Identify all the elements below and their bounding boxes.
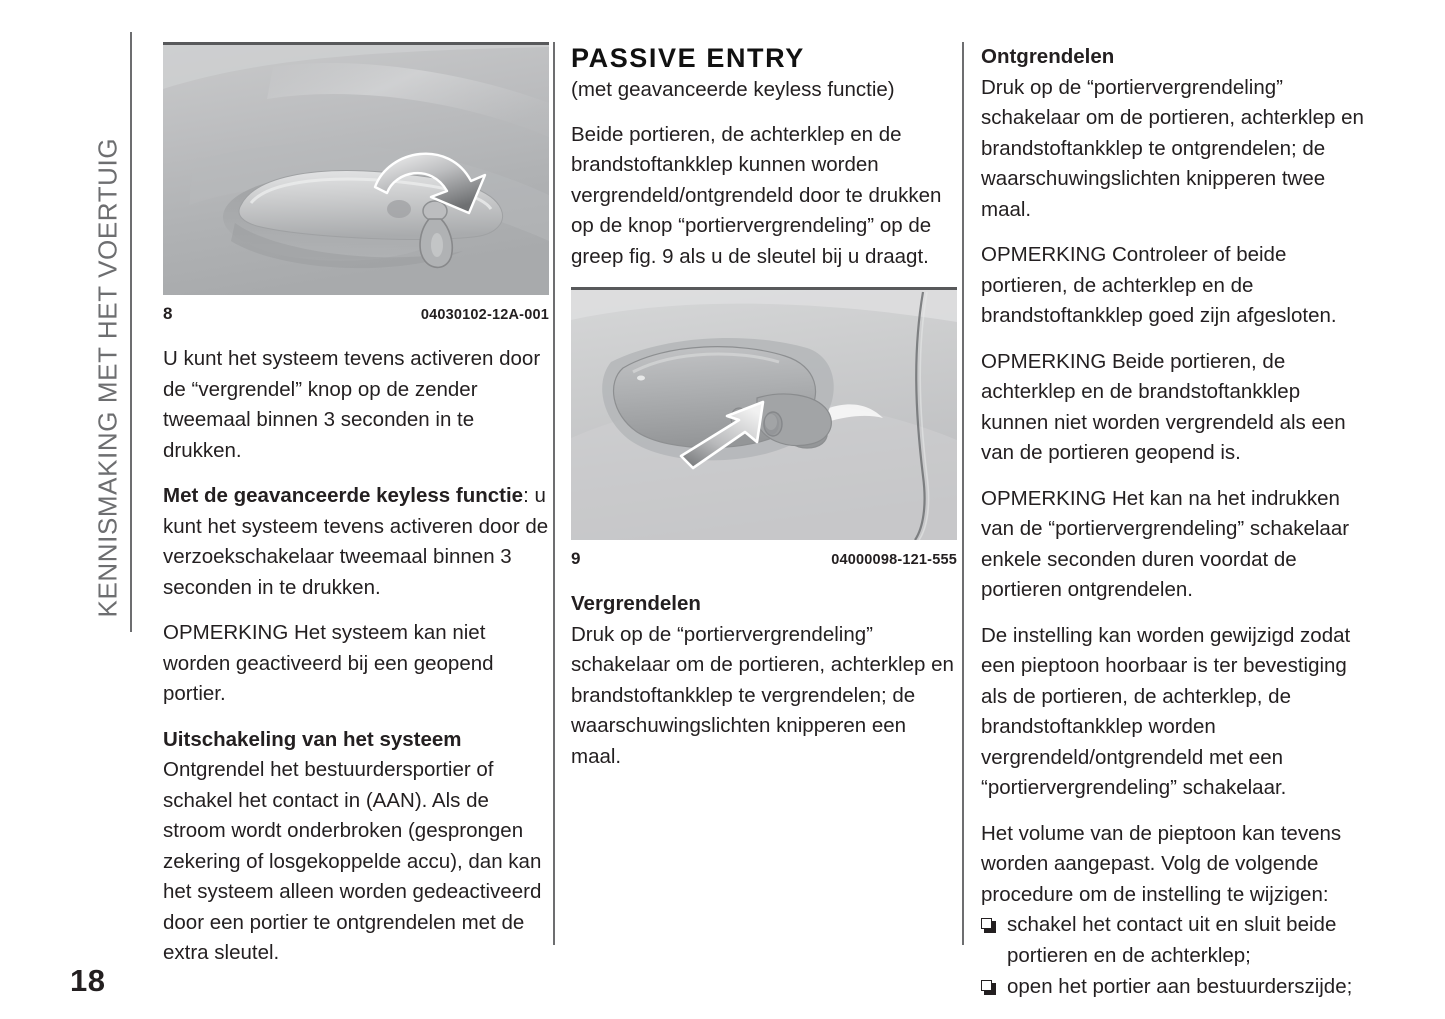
column-divider-right: [962, 42, 964, 945]
figure-8: [163, 42, 549, 324]
figure-8-number: 8: [163, 304, 173, 323]
text-column-3: [981, 42, 1367, 1004]
figure-9-code: 04000098-121-555: [831, 552, 957, 568]
figure-8-image: [163, 42, 549, 295]
col3-heading-ontgrendelen: Ontgrendelen: [981, 45, 1115, 68]
col2-paragraph-1: Beide portieren, de achterklep en de brandstoftankklep kunnen worden vergrendeld/ontgrendeld door te drukken op de knop “portiervergrendeling” op de greep fig. 9 als u de sleutel bij u draagt.: [571, 122, 942, 268]
door-handle-key-illustration: [163, 45, 549, 295]
page-number: 18: [70, 963, 106, 998]
figure-8-code: 04030102-12A-001: [420, 307, 549, 323]
col3-paragraph-3: OPMERKING Beide portieren, de achterklep en de brandstoftankklep kunnen niet worden vergrendeld als een van de portieren geopend is.: [981, 349, 1346, 464]
figure-9-caption: [571, 549, 957, 569]
col2-paragraph-2: Druk op de “portiervergrendeling” schakelaar om de portieren, achterklep en brandstoftankklep te vergrendelen; de waarschuwingslichten knipperen een maal.: [571, 622, 954, 768]
chapter-tab: [66, 30, 132, 640]
col3-paragraph-5: De instelling kan worden gewijzigd zodat een pieptoon hoorbaar is ter bevestiging als de portieren, de achterklep, de brandstoftankklep worden vergrendeld/ontgrendeld met een “portiervergrendeling” schakelaar.: [981, 623, 1351, 799]
col1-paragraph-2-rest: : u kunt het systeem tevens activeren door de verzoekschakelaar tweemaal binnen 3 seconden in te drukken.: [163, 484, 549, 599]
text-column-2: [571, 42, 957, 787]
section-title-passive-entry: PASSIVE ENTRY: [571, 43, 805, 73]
col3-paragraph-4: OPMERKING Het kan na het indrukken van de “portiervergrendeling” schakelaar enkele seconden duren voordat de portieren ontgrendelen.: [981, 486, 1350, 601]
col1-heading-uitschakeling: Uitschakeling van het systeem: [163, 727, 462, 751]
figure-9-image: [571, 287, 957, 540]
chapter-tab-rule: [130, 32, 132, 632]
col1-paragraph-2-lead: Met de geavanceerde keyless functie: [163, 484, 524, 507]
square-bullet-icon: [981, 918, 996, 933]
list-item: [981, 972, 1367, 1003]
col1-paragraph-3: OPMERKING Het systeem kan niet worden geactiveerd bij een geopend portier.: [163, 621, 494, 705]
list-item-label: schakel het contact uit en sluit beide portieren en de achterklep;: [1007, 913, 1337, 967]
col1-paragraph-1: U kunt het systeem tevens activeren door de “vergrendel” knop op de zender tweemaal binnen 3 seconden in te drukken.: [163, 347, 541, 462]
figure-9-number: 9: [571, 549, 581, 568]
chapter-tab-label: KENNISMAKING MET HET VOERTUIG: [92, 137, 123, 618]
list-item-label: open het portier aan bestuurderszijde;: [1007, 975, 1353, 998]
col3-paragraph-6: Het volume van de pieptoon kan tevens worden aangepast. Volg de volgende procedure om de instelling te wijzigen:: [981, 821, 1342, 906]
square-bullet-icon: [981, 980, 996, 995]
door-handle-lock-button-illustration: [571, 290, 957, 540]
col1-paragraph-4: Ontgrendel het bestuurdersportier of schakel het contact in (AAN). Als de stroom wordt onderbroken (gesprongen zekering of losgekoppelde accu), dan kan het systeem alleen worden gedeactiveerd door een portier te ontgrendelen met de extra sleutel.: [163, 758, 542, 964]
text-column-1: [163, 42, 549, 984]
figure-8-caption: [163, 304, 549, 324]
list-item: [981, 910, 1367, 971]
col3-paragraph-2: OPMERKING Controleer of beide portieren, de achterklep en de brandstoftankklep goed zijn afgesloten.: [981, 243, 1337, 327]
col1-paragraph-2: [163, 481, 549, 603]
figure-9: [571, 287, 957, 569]
column-divider-left: [553, 42, 555, 945]
section-subtitle: (met geavanceerde keyless functie): [571, 78, 895, 101]
col2-heading-vergrendelen: Vergrendelen: [571, 592, 701, 615]
col3-paragraph-1: Druk op de “portiervergrendeling” schakelaar om de portieren, achterklep en brandstoftankklep te ontgrendelen; de waarschuwingslichten knipperen twee maal.: [981, 75, 1364, 221]
